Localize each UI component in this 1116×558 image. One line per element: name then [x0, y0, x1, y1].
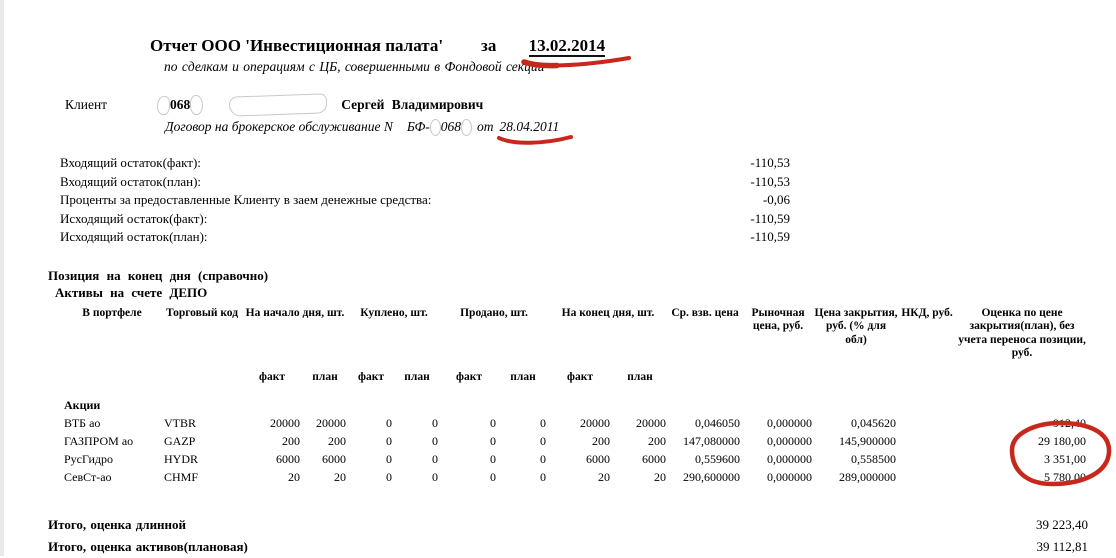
positions-section-title: Позиция на конец дня (справочно) [48, 267, 269, 283]
positions-data-rows [62, 414, 1088, 486]
table-cell [898, 414, 956, 432]
subcol-plan: план [312, 370, 338, 383]
col-header-market-price: Рыночная цена, руб. [751, 306, 805, 332]
balance-value: -110,53 [750, 155, 790, 170]
redaction-blob [190, 95, 203, 115]
subcol-fact: факт [358, 370, 384, 383]
subheader-row [62, 361, 1088, 389]
table-cell: ВТБ ао [64, 416, 101, 430]
empty-cell [898, 361, 956, 389]
col-header-ticker: Торговый код [165, 306, 239, 319]
balance-label: Проценты за предоставленные Клиенту в заем денежные средства: [60, 192, 432, 207]
table-cell: 0 [386, 434, 392, 448]
table-cell: 289,000000 [839, 470, 897, 484]
subcol-fact: факт [567, 370, 594, 383]
col-header-valuation: Оценка по цене закрытия(план), без учета переноса позиции, руб. [958, 306, 1086, 359]
contract-text: Договор на брокерское обслуживание N [165, 119, 393, 134]
table-cell: 20 [654, 470, 667, 484]
asset-group-row [62, 388, 1088, 414]
col-header-bought: Куплено, шт. [360, 306, 428, 319]
table-cell: 0 [540, 470, 547, 484]
table-cell: 6000 [276, 452, 300, 466]
table-cell: 20 [334, 470, 346, 484]
balance-label: Исходящий остаток(факт): [60, 210, 208, 226]
balance-row [60, 210, 790, 229]
client-name: Сергей Владимирович [341, 97, 484, 112]
contract-from-label: от [477, 119, 494, 134]
balance-label: Входящий остаток(факт): [60, 155, 201, 170]
total-row [48, 514, 1088, 536]
balance-value: -110,59 [750, 210, 790, 226]
total-long-value: 39 223,40 [1036, 517, 1088, 532]
positions-table [62, 307, 1088, 487]
empty-cell [742, 361, 814, 389]
table-cell: 200 [282, 434, 300, 448]
table-cell: СевСт-ао [64, 470, 112, 484]
table-cell: 0,000000 [767, 452, 813, 466]
table-cell: 0 [386, 452, 392, 466]
table-cell: 0 [432, 434, 439, 448]
col-header-nkd: НКД, руб. [901, 306, 953, 319]
contract-date: 28.04.2011 [499, 119, 560, 134]
table-cell: 5 780,00 [1044, 470, 1087, 484]
subcol-fact: факт [259, 370, 285, 383]
table-cell: 0 [386, 470, 392, 484]
table-cell: 200 [328, 434, 346, 448]
table-cell: 20000 [270, 416, 300, 430]
table-cell: 6000 [322, 452, 346, 466]
header-row [62, 307, 1088, 361]
redaction-blob [461, 119, 472, 136]
table-cell: 6000 [642, 452, 667, 466]
table-cell: 0 [490, 416, 497, 430]
balance-row [60, 228, 790, 247]
redaction-blob-surname [229, 93, 328, 116]
page-edge-strip [0, 0, 4, 556]
table-cell: 0 [432, 416, 439, 430]
report-title: Отчет ООО 'Инвестиционная палата' [150, 36, 444, 55]
col-header-avg-price: Ср. взв. цена [671, 306, 739, 319]
total-row [48, 536, 1088, 558]
table-cell: 0,000000 [767, 416, 813, 430]
table-cell: 0 [490, 434, 497, 448]
red-underline-annotation [496, 134, 574, 148]
table-cell: 0 [540, 416, 547, 430]
table-cell: 290,600000 [683, 470, 741, 484]
totals-block [48, 514, 1088, 558]
col-header-start-day: На начало дня, шт. [245, 306, 345, 319]
table-cell: 20000 [580, 416, 611, 430]
table-cell: HYDR [164, 452, 199, 466]
report-for-label: за [481, 36, 497, 55]
report-date: 13.02.2014 [528, 36, 606, 55]
subcol-plan: план [510, 370, 536, 383]
table-cell: 20000 [636, 416, 667, 430]
empty-cell [162, 361, 242, 389]
table-cell: 0 [490, 470, 497, 484]
table-cell [898, 468, 956, 486]
balance-value: -110,59 [750, 229, 790, 244]
report-title-line [150, 36, 1116, 56]
table-cell: CHMF [164, 470, 199, 484]
balance-row [60, 173, 790, 192]
table-cell [898, 450, 956, 468]
redaction-blob [157, 96, 170, 115]
table-cell: 6000 [586, 452, 611, 466]
total-assets-value: 39 112,81 [1036, 539, 1088, 554]
report-subtitle: по сделкам и операциям с ЦБ, совершенными в Фондовой секции [164, 59, 545, 74]
subcol-plan: план [404, 370, 430, 383]
contract-line [165, 117, 1116, 137]
table-cell: 0,000000 [767, 434, 813, 448]
table-cell: 0,559600 [695, 452, 741, 466]
contract-date-wrap [500, 119, 560, 135]
positions-table-head [62, 307, 1088, 389]
table-cell: VTBR [164, 416, 197, 430]
table-cell: 0,558500 [851, 452, 897, 466]
col-header-close-price: Цена закрытия, руб. (% для обл) [814, 306, 898, 346]
balance-value: -0,06 [762, 192, 790, 207]
table-cell: РусГидро [64, 452, 114, 466]
total-long-label: Итого, оценка длинной [48, 517, 187, 532]
table-cell: 200 [592, 434, 611, 448]
subcol-plan: план [627, 370, 653, 383]
table-cell: 147,080000 [683, 434, 741, 448]
client-code: 068 [170, 97, 191, 112]
contract-number-prefix: БФ- [406, 119, 430, 134]
table-cell: 0,000000 [767, 470, 813, 484]
total-assets-label: Итого, оценка активов(плановая) [48, 539, 248, 554]
table-cell: 0 [540, 452, 547, 466]
balance-label: Исходящий остаток(план): [60, 229, 208, 244]
contract-code: 068 [440, 119, 462, 134]
table-cell: 20 [288, 470, 300, 484]
table-cell: 29 180,00 [1038, 434, 1087, 448]
balance-label: Входящий остаток(план): [60, 173, 202, 189]
table-row [62, 432, 1088, 450]
empty-cell [956, 361, 1088, 389]
table-cell: 0 [540, 434, 547, 448]
report-header [0, 0, 1116, 75]
empty-cell [668, 361, 742, 389]
table-cell: 20000 [316, 416, 346, 430]
balance-summary [60, 154, 790, 247]
table-cell: 0 [386, 416, 392, 430]
table-row [62, 468, 1088, 486]
table-cell: 3 351,00 [1044, 452, 1087, 466]
positions-table-body [62, 388, 1088, 414]
client-block [65, 95, 1116, 137]
depo-subsection-title: Активы на счете ДЕПО [55, 284, 208, 300]
redaction-blob [430, 119, 441, 136]
empty-cell [814, 361, 898, 389]
table-cell: 0 [432, 452, 439, 466]
table-cell: 912,40 [1053, 416, 1087, 430]
balance-row [60, 191, 790, 210]
report-date-wrap [529, 36, 606, 56]
table-cell: 0,046050 [695, 416, 741, 430]
balance-row [60, 154, 790, 173]
col-header-portfolio: В портфеле [82, 306, 142, 319]
table-cell: 200 [648, 434, 667, 448]
client-label: Клиент [65, 97, 108, 112]
table-cell: ГАЗПРОМ ао [64, 434, 134, 448]
table-cell: 145,900000 [839, 434, 897, 448]
table-cell: 0 [490, 452, 497, 466]
table-cell: GAZP [164, 434, 196, 448]
client-line [65, 95, 1116, 115]
table-cell [898, 432, 956, 450]
table-cell: 0 [432, 470, 439, 484]
empty-cell [62, 361, 162, 389]
table-cell: 0,045620 [851, 416, 897, 430]
table-cell: 20 [598, 470, 611, 484]
col-header-end-day: На конец дня, шт. [561, 306, 655, 319]
table-row [62, 450, 1088, 468]
subcol-fact: факт [456, 370, 482, 383]
col-header-sold: Продано, шт. [460, 306, 528, 319]
balance-value: -110,53 [750, 173, 790, 189]
table-row [62, 414, 1088, 432]
asset-group-label: Акции [64, 398, 101, 412]
